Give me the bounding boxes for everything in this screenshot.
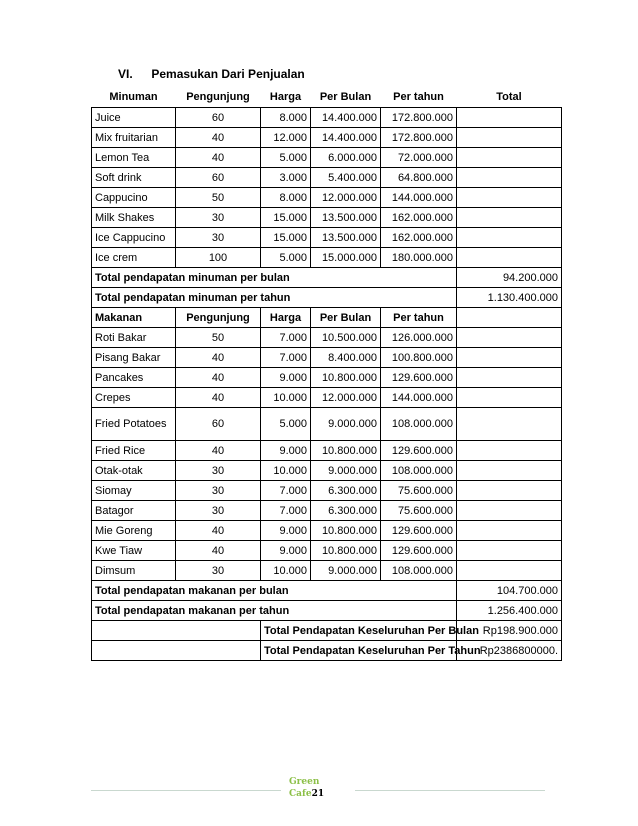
- per-tahun-cell: 172.800.000: [381, 108, 457, 128]
- makanan-row: [92, 541, 562, 561]
- makanan-total-tahun-label: Total pendapatan makanan per tahun: [92, 601, 457, 621]
- harga-cell: 10.000: [261, 561, 311, 581]
- pengunjung-cell: 40: [176, 388, 261, 408]
- pengunjung-cell: 30: [176, 561, 261, 581]
- makanan-row: [92, 561, 562, 581]
- per-bulan-cell: 10.800.000: [311, 541, 381, 561]
- pengunjung-cell: 30: [176, 228, 261, 248]
- per-bulan-cell: 13.500.000: [311, 228, 381, 248]
- harga-cell: 9.000: [261, 521, 311, 541]
- minuman-total-bulan-row: [92, 268, 562, 288]
- harga-cell: 15.000: [261, 228, 311, 248]
- per-bulan-cell: 10.800.000: [311, 441, 381, 461]
- per-tahun-cell: 108.000.000: [381, 461, 457, 481]
- empty-total-cell: [457, 328, 562, 348]
- minuman-row: [92, 148, 562, 168]
- per-tahun-cell: 144.000.000: [381, 388, 457, 408]
- minuman-total-bulan-label: Total pendapatan minuman per bulan: [92, 268, 457, 288]
- per-tahun-cell: 75.600.000: [381, 501, 457, 521]
- minuman-row: [92, 128, 562, 148]
- makanan-total-bulan-label: Total pendapatan makanan per bulan: [92, 581, 457, 601]
- header-pengunjung: Pengunjung: [176, 308, 261, 328]
- harga-cell: 7.000: [261, 348, 311, 368]
- makanan-row: [92, 521, 562, 541]
- pengunjung-cell: 60: [176, 408, 261, 441]
- per-bulan-cell: 8.400.000: [311, 348, 381, 368]
- empty-total-cell: [457, 461, 562, 481]
- empty-total-cell: [457, 248, 562, 268]
- harga-cell: 7.000: [261, 328, 311, 348]
- item-name-cell: Crepes: [92, 388, 176, 408]
- empty-total-cell: [457, 368, 562, 388]
- empty-total-cell: [457, 188, 562, 208]
- pengunjung-cell: 30: [176, 501, 261, 521]
- per-tahun-cell: 144.000.000: [381, 188, 457, 208]
- harga-cell: 3.000: [261, 168, 311, 188]
- per-tahun-cell: 172.800.000: [381, 128, 457, 148]
- empty-total-cell: [457, 348, 562, 368]
- empty-total-cell: [457, 481, 562, 501]
- per-tahun-cell: 129.600.000: [381, 441, 457, 461]
- item-name-cell: Kwe Tiaw: [92, 541, 176, 561]
- header-item: Makanan: [92, 308, 176, 328]
- item-name-cell: Lemon Tea: [92, 148, 176, 168]
- minuman-row: [92, 168, 562, 188]
- minuman-row: [92, 108, 562, 128]
- footer-brand-line2: Cafe: [289, 789, 312, 799]
- item-name-cell: Soft drink: [92, 168, 176, 188]
- header-pengunjung: Pengunjung: [186, 91, 250, 103]
- footer-brand-line1: Green: [289, 777, 320, 787]
- per-tahun-cell: 162.000.000: [381, 228, 457, 248]
- header-harga: Harga: [269, 91, 302, 103]
- empty-cell: [92, 641, 261, 661]
- makanan-header-row: [92, 308, 562, 328]
- pengunjung-cell: 40: [176, 441, 261, 461]
- minuman-header-row: [92, 87, 562, 108]
- grand-total-bulan-row: [92, 621, 562, 641]
- per-bulan-cell: 6.300.000: [311, 501, 381, 521]
- item-name-cell: Otak-otak: [92, 461, 176, 481]
- makanan-row: [92, 388, 562, 408]
- per-tahun-cell: 129.600.000: [381, 521, 457, 541]
- harga-cell: 5.000: [261, 148, 311, 168]
- per-tahun-cell: 108.000.000: [381, 408, 457, 441]
- makanan-row: [92, 481, 562, 501]
- header-per-bulan: Per Bulan: [319, 91, 372, 103]
- makanan-total-bulan-value: 104.700.000: [457, 581, 562, 601]
- per-bulan-cell: 9.000.000: [311, 461, 381, 481]
- minuman-total-tahun-row: [92, 288, 562, 308]
- empty-total-cell: [457, 128, 562, 148]
- harga-cell: 9.000: [261, 441, 311, 461]
- pengunjung-cell: 60: [176, 168, 261, 188]
- item-name-cell: Ice crem: [92, 248, 176, 268]
- pengunjung-cell: 50: [176, 188, 261, 208]
- item-name-cell: Juice: [92, 108, 176, 128]
- empty-total-cell: [457, 441, 562, 461]
- per-bulan-cell: 15.000.000: [311, 248, 381, 268]
- header-harga: Harga: [261, 308, 311, 328]
- page-number: 21: [311, 789, 325, 799]
- item-name-cell: Milk Shakes: [92, 208, 176, 228]
- per-bulan-cell: 14.400.000: [311, 128, 381, 148]
- makanan-row: [92, 461, 562, 481]
- minuman-row: [92, 248, 562, 268]
- makanan-row: [92, 501, 562, 521]
- makanan-total-tahun-row: [92, 601, 562, 621]
- per-tahun-cell: 126.000.000: [381, 328, 457, 348]
- grand-total-tahun-value: Rp2386800000.: [457, 641, 562, 661]
- section-heading: [118, 67, 305, 81]
- item-name-cell: Pancakes: [92, 368, 176, 388]
- minuman-total-bulan-value: 94.200.000: [457, 268, 562, 288]
- per-bulan-cell: 6.300.000: [311, 481, 381, 501]
- minuman-total-tahun-value: 1.130.400.000: [457, 288, 562, 308]
- section-title: Pemasukan Dari Penjualan: [151, 67, 305, 81]
- page-footer: [0, 776, 638, 806]
- grand-total-tahun-label: Total Pendapatan Keseluruhan Per Tahun: [261, 641, 457, 661]
- empty-total-cell: [457, 408, 562, 441]
- empty-total-cell: [457, 208, 562, 228]
- revenue-table-body: [92, 87, 562, 661]
- empty-total-cell: [457, 228, 562, 248]
- pengunjung-cell: 40: [176, 148, 261, 168]
- footer-brand: [289, 776, 324, 800]
- item-name-cell: Dimsum: [92, 561, 176, 581]
- item-name-cell: Mie Goreng: [92, 521, 176, 541]
- pengunjung-cell: 60: [176, 108, 261, 128]
- per-tahun-cell: 180.000.000: [381, 248, 457, 268]
- per-tahun-cell: 129.600.000: [381, 368, 457, 388]
- header-per-tahun: Per tahun: [393, 91, 444, 103]
- pengunjung-cell: 40: [176, 541, 261, 561]
- item-name-cell: Batagor: [92, 501, 176, 521]
- pengunjung-cell: 30: [176, 208, 261, 228]
- per-bulan-cell: 9.000.000: [311, 408, 381, 441]
- pengunjung-cell: 30: [176, 481, 261, 501]
- harga-cell: 8.000: [261, 108, 311, 128]
- minuman-row: [92, 188, 562, 208]
- header-item: Minuman: [109, 91, 158, 103]
- harga-cell: 5.000: [261, 408, 311, 441]
- per-tahun-cell: 100.800.000: [381, 348, 457, 368]
- per-tahun-cell: 72.000.000: [381, 148, 457, 168]
- per-bulan-cell: 10.800.000: [311, 368, 381, 388]
- minuman-total-tahun-label: Total pendapatan minuman per tahun: [92, 288, 457, 308]
- empty-total-cell: [457, 521, 562, 541]
- per-bulan-cell: 12.000.000: [311, 188, 381, 208]
- harga-cell: 12.000: [261, 128, 311, 148]
- pengunjung-cell: 100: [176, 248, 261, 268]
- revenue-table: [91, 87, 562, 661]
- empty-total-cell: [457, 148, 562, 168]
- section-number: VI.: [118, 67, 133, 81]
- empty-total-cell: [457, 108, 562, 128]
- harga-cell: 9.000: [261, 368, 311, 388]
- per-bulan-cell: 12.000.000: [311, 388, 381, 408]
- harga-cell: 5.000: [261, 248, 311, 268]
- empty-total-cell: [457, 308, 562, 328]
- harga-cell: 7.000: [261, 501, 311, 521]
- per-bulan-cell: 10.500.000: [311, 328, 381, 348]
- per-tahun-cell: 129.600.000: [381, 541, 457, 561]
- per-tahun-cell: 162.000.000: [381, 208, 457, 228]
- harga-cell: 10.000: [261, 461, 311, 481]
- empty-total-cell: [457, 501, 562, 521]
- footer-rule-right: [355, 790, 545, 791]
- pengunjung-cell: 40: [176, 521, 261, 541]
- minuman-row: [92, 208, 562, 228]
- harga-cell: 10.000: [261, 388, 311, 408]
- per-bulan-cell: 9.000.000: [311, 561, 381, 581]
- empty-total-cell: [457, 388, 562, 408]
- grand-total-bulan-value: Rp198.900.000: [457, 621, 562, 641]
- pengunjung-cell: 40: [176, 128, 261, 148]
- per-bulan-cell: 6.000.000: [311, 148, 381, 168]
- per-tahun-cell: 75.600.000: [381, 481, 457, 501]
- grand-total-tahun-row: [92, 641, 562, 661]
- per-bulan-cell: 10.800.000: [311, 521, 381, 541]
- minuman-row: [92, 228, 562, 248]
- makanan-row: [92, 408, 562, 441]
- harga-cell: 7.000: [261, 481, 311, 501]
- header-per-tahun: Per tahun: [381, 308, 457, 328]
- makanan-row: [92, 328, 562, 348]
- item-name-cell: Cappucino: [92, 188, 176, 208]
- makanan-row: [92, 348, 562, 368]
- item-name-cell: Mix fruitarian: [92, 128, 176, 148]
- makanan-row: [92, 368, 562, 388]
- item-name-cell: Roti Bakar: [92, 328, 176, 348]
- makanan-total-tahun-value: 1.256.400.000: [457, 601, 562, 621]
- harga-cell: 8.000: [261, 188, 311, 208]
- per-bulan-cell: 13.500.000: [311, 208, 381, 228]
- item-name-cell: Pisang Bakar: [92, 348, 176, 368]
- item-name-cell: Ice Cappucino: [92, 228, 176, 248]
- pengunjung-cell: 40: [176, 348, 261, 368]
- grand-total-bulan-label: Total Pendapatan Keseluruhan Per Bulan: [261, 621, 457, 641]
- per-bulan-cell: 5.400.000: [311, 168, 381, 188]
- pengunjung-cell: 30: [176, 461, 261, 481]
- pengunjung-cell: 40: [176, 368, 261, 388]
- item-name-cell: Fried Rice: [92, 441, 176, 461]
- harga-cell: 9.000: [261, 541, 311, 561]
- empty-cell: [92, 621, 261, 641]
- empty-total-cell: [457, 561, 562, 581]
- empty-total-cell: [457, 168, 562, 188]
- empty-total-cell: [457, 541, 562, 561]
- item-name-cell: Fried Potatoes: [92, 408, 176, 441]
- footer-rule-left: [91, 790, 281, 791]
- makanan-row: [92, 441, 562, 461]
- makanan-total-bulan-row: [92, 581, 562, 601]
- per-tahun-cell: 108.000.000: [381, 561, 457, 581]
- pengunjung-cell: 50: [176, 328, 261, 348]
- per-tahun-cell: 64.800.000: [381, 168, 457, 188]
- item-name-cell: Siomay: [92, 481, 176, 501]
- header-total: Total: [496, 91, 522, 103]
- per-bulan-cell: 14.400.000: [311, 108, 381, 128]
- harga-cell: 15.000: [261, 208, 311, 228]
- header-per-bulan: Per Bulan: [311, 308, 381, 328]
